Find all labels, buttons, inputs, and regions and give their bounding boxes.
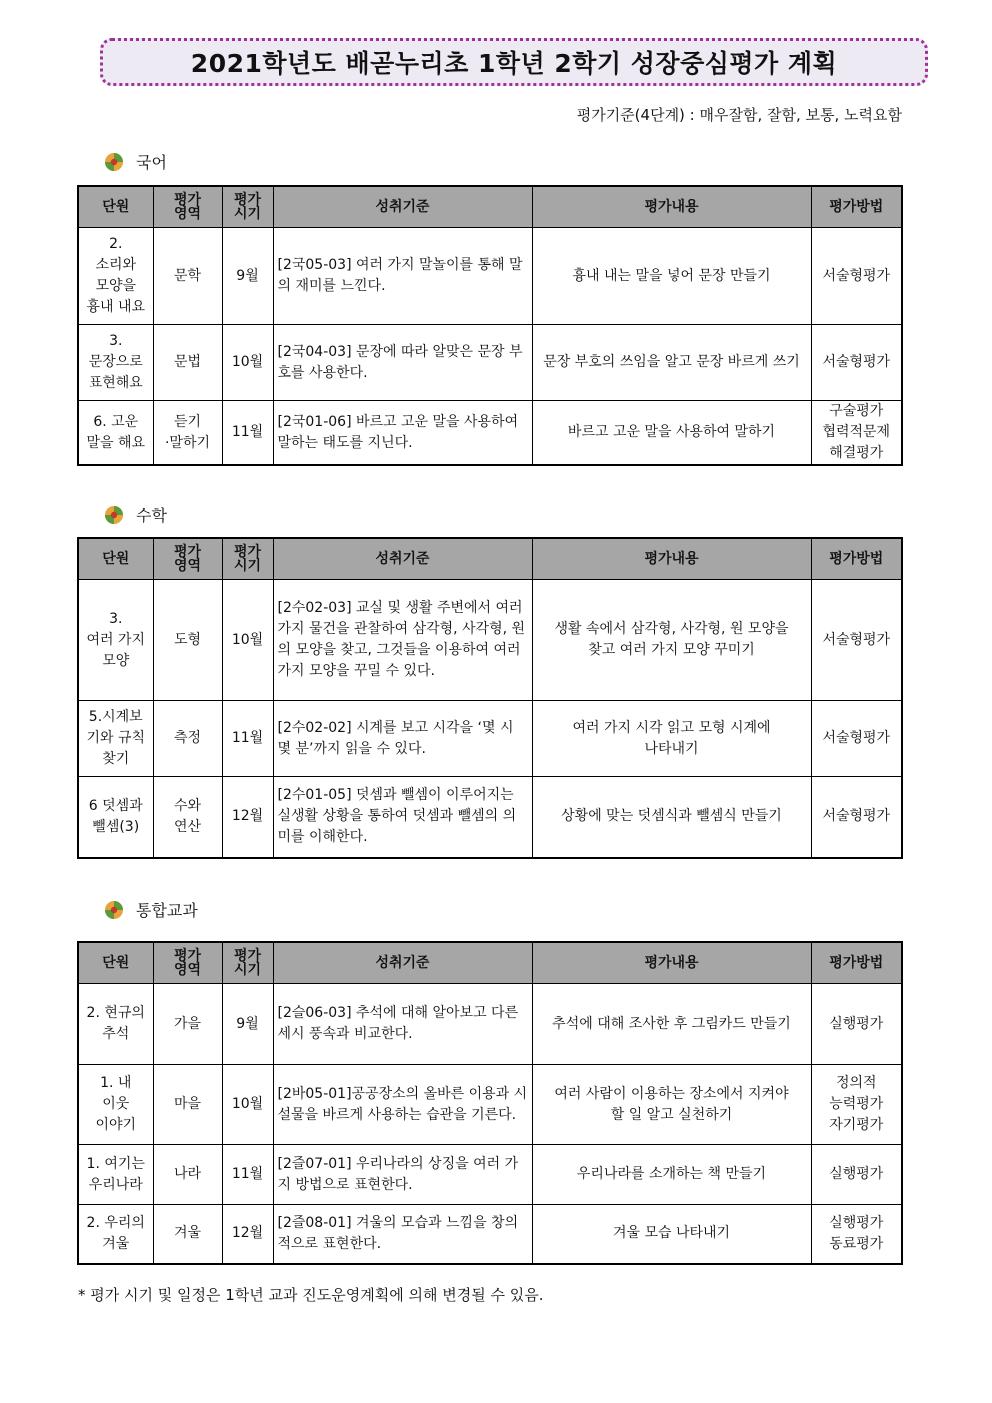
section-title: 통합교과: [136, 901, 198, 920]
cell-unit: 3. 문장으로 표현해요: [78, 325, 153, 401]
cell-standard: [2국01-06] 바르고 고운 말을 사용하여 말하는 태도를 지닌다.: [273, 401, 532, 466]
table-row: [78, 1205, 902, 1264]
cell-content: 여러 가지 시각 읽고 모형 시계에 나타내기: [532, 701, 811, 777]
column-header-area: 평가 영역: [153, 186, 222, 228]
cell-method: 서술형평가: [811, 228, 902, 325]
table-row: [78, 701, 902, 777]
column-header-unit: 단원: [78, 538, 153, 580]
evaluation-table: [77, 941, 903, 1265]
cell-time: 11월: [222, 401, 273, 466]
column-header-standard: 성취기준: [273, 942, 532, 984]
bullet-flower-icon: [104, 900, 124, 920]
table-row: [78, 984, 902, 1065]
table-row: [78, 401, 902, 466]
cell-method: 구술평가 협력적문제 해결평가: [811, 401, 902, 466]
cell-standard: [2수02-02] 시계를 보고 시각을 ‘몇 시 몇 분’까지 읽을 수 있다.: [273, 701, 532, 777]
cell-method: 서술형평가: [811, 777, 902, 858]
cell-area: 가을: [153, 984, 222, 1065]
column-header-area: 평가 영역: [153, 538, 222, 580]
cell-content: 바르고 고운 말을 사용하여 말하기: [532, 401, 811, 466]
bullet-flower-icon: [104, 505, 124, 525]
cell-method: 실행평가: [811, 984, 902, 1065]
section-heading: [104, 898, 198, 921]
table-row: [78, 325, 902, 401]
cell-unit: 5.시계보 기와 규칙 찾기: [78, 701, 153, 777]
column-header-area: 평가 영역: [153, 942, 222, 984]
cell-method: 서술형평가: [811, 325, 902, 401]
cell-area: 나라: [153, 1145, 222, 1205]
cell-standard: [2슬06-03] 추석에 대해 알아보고 다른 세시 풍속과 비교한다.: [273, 984, 532, 1065]
cell-time: 10월: [222, 580, 273, 701]
cell-method: 서술형평가: [811, 580, 902, 701]
evaluation-criteria: 평가기준(4단계) : 매우잘함, 잘함, 보통, 노력요함: [576, 106, 902, 124]
table-row: [78, 1145, 902, 1205]
cell-time: 10월: [222, 1065, 273, 1145]
cell-time: 12월: [222, 777, 273, 858]
cell-unit: 2. 소리와 모양을 흉내 내요: [78, 228, 153, 325]
cell-unit: 1. 내 이웃 이야기: [78, 1065, 153, 1145]
cell-content: 겨울 모습 나타내기: [532, 1205, 811, 1264]
column-header-content: 평가내용: [532, 538, 811, 580]
cell-standard: [2바05-01]공공장소의 올바른 이용과 시설물을 바르게 사용하는 습관을 기른다.: [273, 1065, 532, 1145]
cell-area: 마을: [153, 1065, 222, 1145]
cell-method: 실행평가 동료평가: [811, 1205, 902, 1264]
table-row: [78, 1065, 902, 1145]
cell-time: 12월: [222, 1205, 273, 1264]
cell-area: 겨울: [153, 1205, 222, 1264]
cell-standard: [2즐07-01] 우리나라의 상징을 여러 가지 방법으로 표현한다.: [273, 1145, 532, 1205]
cell-method: 서술형평가: [811, 701, 902, 777]
column-header-method: 평가방법: [811, 942, 902, 984]
cell-standard: [2국04-03] 문장에 따라 알맞은 문장 부호를 사용한다.: [273, 325, 532, 401]
column-header-time: 평가 시기: [222, 538, 273, 580]
cell-standard: [2즐08-01] 겨울의 모습과 느낌을 창의적으로 표현한다.: [273, 1205, 532, 1264]
evaluation-table: [77, 537, 903, 859]
section-title: 수학: [136, 506, 167, 525]
cell-content: 추석에 대해 조사한 후 그림카드 만들기: [532, 984, 811, 1065]
cell-content: 여러 사람이 이용하는 장소에서 지켜야 할 일 알고 실천하기: [532, 1065, 811, 1145]
cell-time: 11월: [222, 1145, 273, 1205]
column-header-standard: 성취기준: [273, 538, 532, 580]
table-header-row: [78, 942, 902, 984]
cell-area: 수와 연산: [153, 777, 222, 858]
table-header-row: [78, 186, 902, 228]
column-header-method: 평가방법: [811, 186, 902, 228]
cell-unit: 2. 현규의 추석: [78, 984, 153, 1065]
table-row: [78, 777, 902, 858]
cell-content: 흉내 내는 말을 넣어 문장 만들기: [532, 228, 811, 325]
evaluation-table: [77, 185, 903, 466]
cell-content: 생활 속에서 삼각형, 사각형, 원 모양을 찾고 여러 가지 모양 꾸미기: [532, 580, 811, 701]
cell-content: 우리나라를 소개하는 책 만들기: [532, 1145, 811, 1205]
column-header-method: 평가방법: [811, 538, 902, 580]
cell-unit: 2. 우리의 겨울: [78, 1205, 153, 1264]
cell-standard: [2국05-03] 여러 가지 말놀이를 통해 말의 재미를 느낀다.: [273, 228, 532, 325]
cell-method: 정의적 능력평가 자기평가: [811, 1065, 902, 1145]
column-header-content: 평가내용: [532, 942, 811, 984]
cell-unit: 3. 여러 가지 모양: [78, 580, 153, 701]
column-header-time: 평가 시기: [222, 942, 273, 984]
bullet-flower-icon: [104, 152, 124, 172]
cell-content: 문장 부호의 쓰임을 알고 문장 바르게 쓰기: [532, 325, 811, 401]
column-header-unit: 단원: [78, 186, 153, 228]
cell-content: 상황에 맞는 덧셈식과 뺄셈식 만들기: [532, 777, 811, 858]
section-title: 국어: [136, 153, 167, 172]
cell-area: 듣기 ·말하기: [153, 401, 222, 466]
cell-standard: [2수01-05] 덧셈과 뺄셈이 이루어지는 실생활 상황을 통하여 덧셈과 뺄셈의 의미를 이해한다.: [273, 777, 532, 858]
cell-standard: [2수02-03] 교실 및 생활 주변에서 여러 가지 물건을 관찰하여 삼각형, 사각형, 원의 모양을 찾고, 그것들을 이용하여 여러 가지 모양을 꾸밀 수 있다.: [273, 580, 532, 701]
cell-time: 11월: [222, 701, 273, 777]
cell-time: 10월: [222, 325, 273, 401]
column-header-time: 평가 시기: [222, 186, 273, 228]
page-title: 2021학년도 배곧누리초 1학년 2학기 성장중심평가 계획: [190, 49, 838, 78]
table-row: [78, 228, 902, 325]
table-header-row: [78, 538, 902, 580]
cell-unit: 6. 고운 말을 해요: [78, 401, 153, 466]
footnote: * 평가 시기 및 일정은 1학년 교과 진도운영계획에 의해 변경될 수 있음.: [78, 1286, 544, 1304]
cell-time: 9월: [222, 228, 273, 325]
cell-area: 문법: [153, 325, 222, 401]
table-row: [78, 580, 902, 701]
column-header-unit: 단원: [78, 942, 153, 984]
title-box: [100, 38, 928, 86]
column-header-content: 평가내용: [532, 186, 811, 228]
cell-time: 9월: [222, 984, 273, 1065]
section-heading: [104, 150, 167, 173]
cell-area: 측정: [153, 701, 222, 777]
cell-area: 문학: [153, 228, 222, 325]
section-heading: [104, 503, 167, 526]
cell-method: 실행평가: [811, 1145, 902, 1205]
column-header-standard: 성취기준: [273, 186, 532, 228]
cell-unit: 6 덧셈과 뺄셈(3): [78, 777, 153, 858]
cell-unit: 1. 여기는 우리나라: [78, 1145, 153, 1205]
cell-area: 도형: [153, 580, 222, 701]
